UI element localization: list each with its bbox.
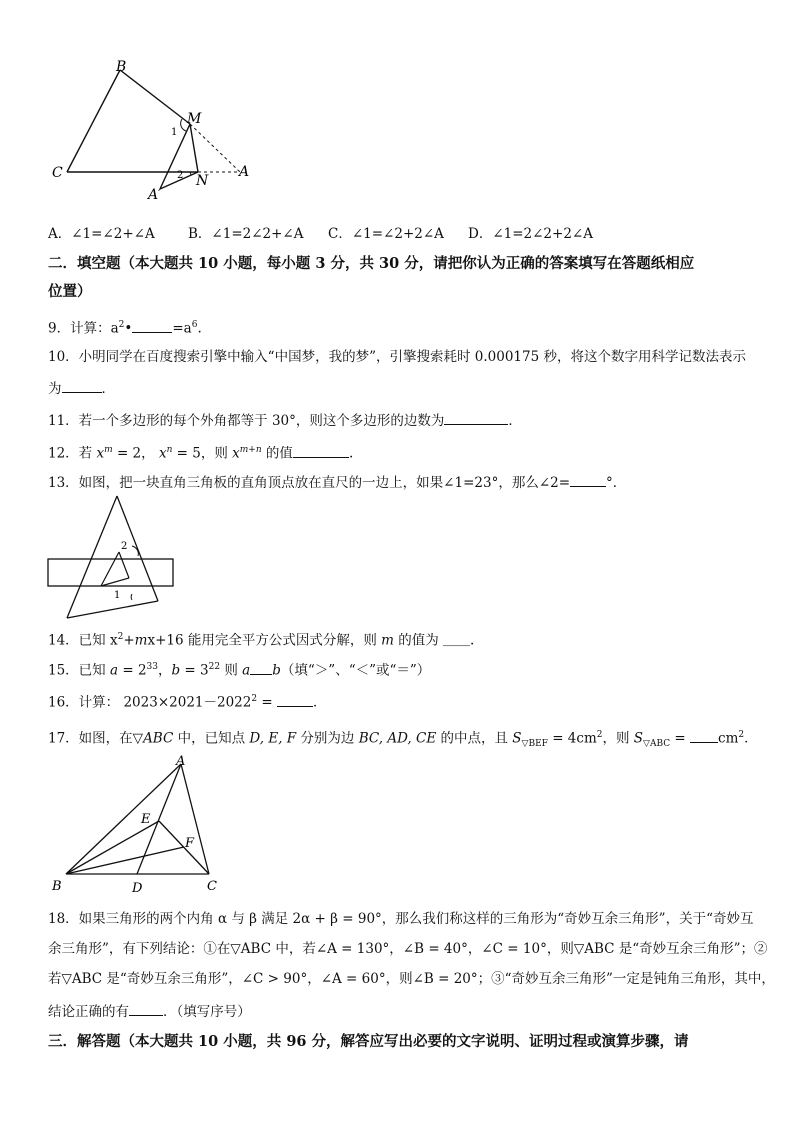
q9-exp1: 2 [118,320,125,330]
figure-folded-triangle [40,55,270,205]
q17-sup2: 2 [738,730,745,740]
q14-m2: m [381,632,394,649]
q15-a: a [109,662,119,679]
q12-sup2: n [166,445,173,455]
question-18-line1: 18．如果三角形的两个内角 α 与 β 满足 2α + β = 90°，那么我们称这样的三角形为“奇妙互余三角形”，关于“奇妙互 [48,911,754,927]
q12-eq2: = 5，则 [172,445,233,462]
q15-sup2: 22 [208,662,221,672]
q9-mid: • [124,320,133,337]
q15-mid: ， [157,662,172,679]
label-D: D [132,881,143,896]
option-a: A．∠1=∠2+∠A [48,226,155,242]
q12-x3: x [232,445,240,462]
q12-x2: x [158,445,167,462]
segment-AB [66,764,181,874]
angle-1-arc [131,594,132,600]
big-triangle-left [67,496,117,618]
label-A: A [176,754,186,769]
q17-period: ． [744,730,758,747]
q17-s2: S [633,730,644,747]
q10-end: ． [101,381,115,397]
label-B: B [116,59,127,75]
q15-end: （填“＞”、“＜”或“＝”） [280,662,431,679]
label-A: A [239,164,250,180]
question-15 [48,658,430,680]
q14-mid2: x+16 能用完全平方公式因式分解，则 [147,632,382,649]
q13-text: 13．如图，把一块直角三角板的直角顶点放在直尺的一边上，如果∠1=23°，那么∠2= [48,475,571,491]
q17-s1: S [512,730,522,747]
q10-answer-blank[interactable] [62,378,102,393]
q15-alpha: a [242,662,251,679]
q9-end: . [197,320,202,337]
question-10-line2 [48,378,115,398]
q12-eq1: = 2， [112,445,159,462]
inner-triangle-a [101,552,119,586]
q17-mid4: ，则 [602,730,634,747]
q11-end: ． [508,413,522,429]
q9-answer-blank[interactable] [132,318,172,333]
q16-end: ． [313,694,327,711]
section-2-heading-line1: 二．填空题（本大题共 10 小题，每小题 3 分，共 30 分，请把你认为正确的答案填写在答题纸相应 [48,255,695,272]
q17-s2sub: ▽ABC [643,739,671,750]
q17-s1sub: ▽BEF [521,739,548,750]
label-M: M [187,111,202,127]
q15-b2: b [272,662,281,679]
q17-edges: BC, AD, CE [358,730,437,747]
segment-BM [120,70,190,124]
q15-b: b [171,662,181,679]
section-2-heading-line2: 位置） [48,283,92,300]
q17-sup: 2 [596,730,603,740]
q16-answer-blank[interactable] [277,692,313,707]
question-10-line1: 10．小明同学在百度搜索引擎中输入“中国梦，我的梦”，引擎搜索耗时 0.000175 秒，将这个数字用科学记数法表示 [48,349,746,365]
q18-prefix: 结论正确的有 [48,1004,129,1020]
label-angle-1: 1 [114,590,121,601]
q14-sup: 2 [117,632,124,642]
label-angle-2: 2 [177,170,184,181]
segment-BF [66,847,184,874]
segment-MN [190,124,198,172]
option-b: B．∠1=2∠2+∠A [188,226,304,242]
q11-answer-blank[interactable] [444,410,508,425]
question-14 [48,628,474,650]
label-B: B [52,879,62,894]
q11-prefix: 11．若一个多边形的每个外角都等于 30°，则这个多边形的边数为 [48,413,445,429]
segment-AC [181,764,209,874]
label-F: F [185,836,195,851]
q12-sup3: m+n [239,445,262,455]
q16-sup: 2 [251,694,258,704]
q15-sup1: 33 [146,662,158,672]
label-A-prime: A′ [148,187,162,203]
q15-then: 则 [220,662,243,679]
label-C: C [207,879,217,894]
q13-answer-blank[interactable] [570,472,606,487]
question-18-line4 [48,1001,251,1021]
q10-prefix: 为 [48,381,62,397]
label-N: N [196,173,209,189]
q15-eq2: = 3 [180,662,209,679]
q17-end: cm [718,730,739,747]
figure-triangle-abc [46,754,236,896]
q14-end: 的值为 ＿＿. [393,632,475,649]
label-angle-2: 2 [121,541,128,552]
q15-eq1: = 2 [118,662,147,679]
q12-prefix: 12．若 [48,445,97,462]
q17-abc: ABC [143,730,174,747]
q17-mid1: 中，已知点 [173,730,250,747]
q15-answer-blank[interactable] [250,660,272,675]
q9-prefix: 9．计算：a [48,320,119,337]
question-16 [48,690,327,712]
q17-mid2: 分别为边 [296,730,359,747]
q18-end: ．（填写序号） [163,1004,251,1020]
question-13 [48,472,626,492]
label-C: C [52,165,63,181]
question-18-line2: 余三角形”，有下列结论：①在▽ABC 中，若∠A = 130°，∠B = 40°，∠C = 10°，则▽ABC 是“奇妙互余三角形”；② [48,941,768,957]
q9-after: =a [172,320,192,337]
option-c: C．∠1=∠2+2∠A [328,226,444,242]
q17-prefix: 17．如图，在▽ [48,730,144,747]
q12-x1: x [96,445,105,462]
q12-answer-blank[interactable] [293,443,349,458]
q17-answer-blank[interactable] [690,728,718,743]
segment-CB [67,70,120,172]
option-d: D．∠1=2∠2+2∠A [468,226,593,242]
q15-prefix: 15．已知 [48,662,110,679]
q16-prefix: 16．计算： 2023×2021－2022 [48,694,252,711]
question-11 [48,410,522,430]
question-17 [48,726,758,753]
big-triangle-bottom [67,601,158,618]
ruler [48,559,173,586]
inner-triangle-b [119,552,129,578]
q16-mid: = [257,694,277,711]
q13-end: °． [606,475,627,491]
section-3-heading: 三．解答题（本大题共 10 小题，共 96 分，解答应写出必要的文字说明、证明过程或演算步骤，请 [48,1033,689,1050]
q17-eq: = 4cm [547,730,597,747]
question-12: 12．若 $x^m = 2$， $x^n = 5$，则 $x^{m+n}$ 的值 . [48,441,353,463]
q17-mid3: 的中点，且 [436,730,513,747]
q14-prefix: 14．已知 x [48,632,118,649]
q14-mid: + [123,632,135,649]
q14-m1: m [134,632,148,649]
label-angle-1: 1 [171,127,178,138]
q17-def: D, E, F [249,730,297,747]
q18-answer-blank[interactable] [129,1001,163,1016]
label-E: E [141,812,151,827]
q17-eq2: = [670,730,691,747]
question-9 [48,316,202,338]
q12-sup1: m [104,445,113,455]
question-18-line3: 若▽ABC 是“奇妙互余三角形”，∠C > 90°，∠A = 60°，则∠B = 20°；③“奇妙互余三角形”一定是钝角三角形，其中， [48,971,775,987]
figure-ruler-triangle [44,494,184,622]
q9-exp2: 6 [191,320,198,330]
q12-end: 的值 [261,445,293,462]
